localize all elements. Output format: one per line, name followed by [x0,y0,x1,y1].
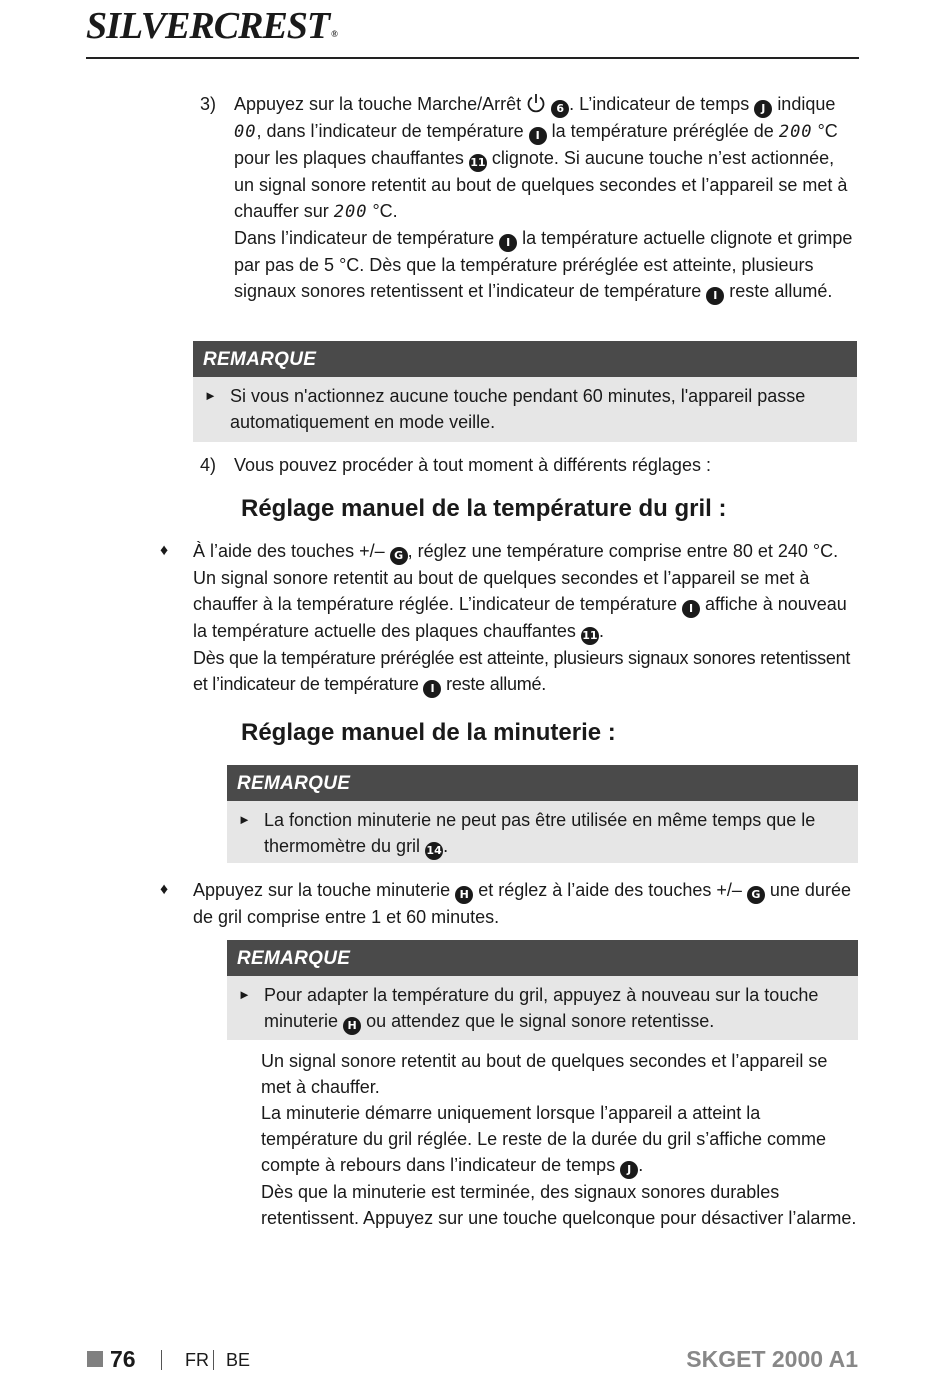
note-body: ► Si vous n'actionnez aucune touche pendant 60 minutes, l'appareil passe automatiquement en mode veille. [193,377,857,443]
step-3-paragraph-1: Appuyez sur la touche Marche/Arrêt 6 . L’indicateur de temps J indique 00, dans l’indicateur de température I la température préréglée de 200 °C pour les plaques chauffantes 11 clignote. Si aucune touche n’est actionnée, un signal sonore retentit au bout de quelques secondes et l’appareil se met à chauffer sur 200 °C. [234,94,848,222]
marker-J: J [620,1161,638,1179]
marker-11: 11 [469,154,487,172]
footer-square-icon [87,1351,103,1367]
section-heading: Réglage manuel de la minuterie : [241,719,616,746]
marker-H: H [343,1017,361,1035]
marker-14: 14 [425,842,443,860]
segment-display-200: 200 [333,202,368,222]
registered-mark: ® [331,29,337,39]
language-code: FR [185,1350,209,1370]
step-3-text [234,91,859,305]
final-paragraph-3: Dès que la minuterie est terminée, des signaux sonores durables retentissent. Appuyez sur une touche quelconque pour désactiver l’alarme. [261,1182,857,1228]
marker-J: J [754,100,772,118]
power-icon [526,93,546,113]
segment-display-200: 200 [778,122,813,142]
note-box-3 [227,940,858,1040]
right-triangle-icon: ► [238,987,251,1002]
brand-name: SILVERCREST [86,5,330,47]
brand-logo [86,4,337,48]
step-number-3: 3) [200,94,217,114]
model-number: SKGET 2000 A1 [686,1346,858,1372]
marker-I: I [682,600,700,618]
final-paragraph-1: Un signal sonore retentit au bout de quelques secondes et l’appareil se met à chauffer. [261,1051,828,1097]
marker-G: G [390,547,408,565]
bullet-1-paragraph-2: Dès que la température préréglée est atteinte, plusieurs signaux sonores retentissent et l’indicateur de température I reste allumé. [193,645,860,698]
header-rule [86,57,859,59]
note-box-2 [227,765,858,863]
marker-H: H [455,886,473,904]
bullet-1-text [193,538,860,698]
country-code: BE [226,1350,251,1370]
marker-I: I [499,234,517,252]
marker-11: 11 [581,627,599,645]
step-number-4: 4) [200,455,217,475]
final-text [261,1048,859,1231]
footer-divider [161,1350,162,1370]
final-paragraph-2: La minuterie démarre uniquement lorsque l’appareil a atteint la température du gril réglée. Le reste de la durée du gril s’affiche comme compte à rebours dans l’indicateur de temps J . [261,1100,859,1179]
section-heading: Réglage manuel de la température du gril : [241,495,727,522]
marker-I: I [423,680,441,698]
note-body: ► La fonction minuterie ne peut pas être utilisée en même temps que le thermomètre du gril 14. [227,801,858,868]
step-3-paragraph-2: Dans l’indicateur de température I la température actuelle clignote et grimpe par pas de 5 °C. Dès que la température préréglée est atteinte, plusieurs signaux sonores retentissent et l’indicateur de température I reste allumé. [234,225,859,305]
marker-G: G [747,886,765,904]
note-box-1 [193,341,857,442]
note-title: REMARQUE [227,765,858,801]
diamond-bullet-icon: ♦ [160,881,169,898]
page-number: 76 [110,1346,136,1372]
note-title: REMARQUE [193,341,857,377]
marker-I: I [529,127,547,145]
bullet-1-paragraph-1: À l’aide des touches +/– G , réglez une température comprise entre 80 et 240 °C. Un signal sonore retentit au bout de quelques secondes et l’appareil se met à chauffer à la température réglée. L’indicateur de température I affiche à nouveau la température actuelle des plaques chauffantes 11. [193,538,860,645]
right-triangle-icon: ► [204,388,217,403]
footer-divider [213,1350,214,1370]
note-body: ► Pour adapter la température du gril, appuyez à nouveau sur la touche minuterie H ou attendez que le signal sonore retentisse. [227,976,858,1043]
marker-I: I [706,287,724,305]
right-triangle-icon: ► [238,812,251,827]
step-4-text: Vous pouvez procéder à tout moment à différents réglages : [234,455,711,475]
note-title: REMARQUE [227,940,858,976]
diamond-bullet-icon: ♦ [160,542,169,559]
bullet-2-text: Appuyez sur la touche minuterie H et réglez à l’aide des touches +/– G une durée de gril comprise entre 1 et 60 minutes. [193,880,851,927]
marker-6: 6 [551,100,569,118]
segment-display-00: 00 [234,122,257,142]
